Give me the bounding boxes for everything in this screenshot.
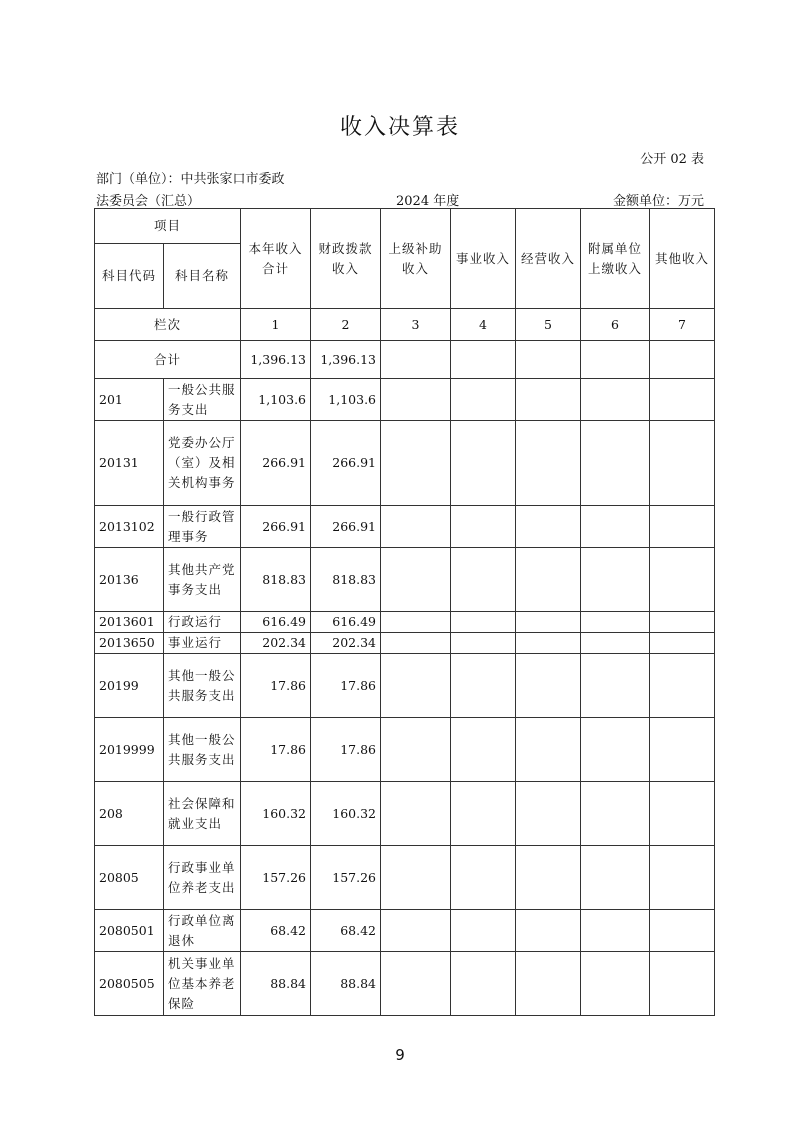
header-name: 科目名称 xyxy=(164,244,241,309)
amount-unit: 金额单位：万元 xyxy=(612,194,704,209)
total-fiscal-value: 1,396.13 xyxy=(311,341,381,379)
column-number: 6 xyxy=(581,309,650,341)
table-row xyxy=(95,654,715,718)
header-row-1 xyxy=(95,209,715,244)
subject-code: 20131 xyxy=(95,421,164,506)
column-number: 1 xyxy=(241,309,311,341)
row-fiscal-income: 88.84 xyxy=(311,952,381,1016)
subject-code: 20805 xyxy=(95,846,164,910)
column-number: 2 xyxy=(311,309,381,341)
subject-name: 党委办公厅（室）及相关机构事务 xyxy=(164,421,241,506)
row-fiscal-income: 266.91 xyxy=(311,421,381,506)
header-superior-subsidy: 上级补助收入 xyxy=(381,209,451,309)
table-row xyxy=(95,612,715,633)
table-row xyxy=(95,718,715,782)
subject-code: 2080505 xyxy=(95,952,164,1016)
total-row xyxy=(95,341,715,379)
header-total-income: 本年收入合计 xyxy=(241,209,311,309)
subject-code: 208 xyxy=(95,782,164,846)
subject-code: 2013601 xyxy=(95,612,164,633)
subject-name: 一般公共服务支出 xyxy=(164,379,241,421)
table-row xyxy=(95,910,715,952)
column-number: 4 xyxy=(451,309,516,341)
row-total-income: 157.26 xyxy=(241,846,311,910)
subject-name: 行政单位离退休 xyxy=(164,910,241,952)
column-number: 3 xyxy=(381,309,451,341)
page-title: 收入决算表 xyxy=(339,115,460,140)
table-row xyxy=(95,421,715,506)
department-label-line2: 法委员会（汇总） xyxy=(96,194,201,209)
form-number: 公开 02 表 xyxy=(640,152,704,167)
page-number: 9 xyxy=(395,1046,405,1064)
row-fiscal-income: 818.83 xyxy=(311,548,381,612)
header-other-income: 其他收入 xyxy=(650,209,715,309)
row-total-income: 17.86 xyxy=(241,654,311,718)
row-total-income: 160.32 xyxy=(241,782,311,846)
table-row xyxy=(95,548,715,612)
table-row xyxy=(95,506,715,548)
subject-code: 201 xyxy=(95,379,164,421)
header-code: 科目代码 xyxy=(95,244,164,309)
row-fiscal-income: 157.26 xyxy=(311,846,381,910)
row-total-income: 68.42 xyxy=(241,910,311,952)
table-row xyxy=(95,782,715,846)
header-item: 项目 xyxy=(95,209,241,244)
row-fiscal-income: 1,103.6 xyxy=(311,379,381,421)
row-fiscal-income: 160.32 xyxy=(311,782,381,846)
table-row xyxy=(95,379,715,421)
subject-name: 机关事业单位基本养老保险 xyxy=(164,952,241,1016)
row-fiscal-income: 68.42 xyxy=(311,910,381,952)
table-row xyxy=(95,952,715,1016)
subject-name: 社会保障和就业支出 xyxy=(164,782,241,846)
subject-code: 2013102 xyxy=(95,506,164,548)
department-label-line1: 部门（单位）：中共张家口市委政 xyxy=(96,172,285,187)
row-total-income: 1,103.6 xyxy=(241,379,311,421)
header-affiliated-income: 附属单位上缴收入 xyxy=(581,209,650,309)
column-number: 7 xyxy=(650,309,715,341)
subject-code: 20136 xyxy=(95,548,164,612)
header-fiscal-income: 财政拨款收入 xyxy=(311,209,381,309)
column-number: 5 xyxy=(516,309,581,341)
total-label: 合计 xyxy=(95,341,241,379)
table-row xyxy=(95,633,715,654)
subject-code: 2080501 xyxy=(95,910,164,952)
column-index-label: 栏次 xyxy=(95,309,241,341)
subject-name: 其他一般公共服务支出 xyxy=(164,718,241,782)
row-total-income: 266.91 xyxy=(241,506,311,548)
total-income-value: 1,396.13 xyxy=(241,341,311,379)
subject-code: 20199 xyxy=(95,654,164,718)
header-business-income: 事业收入 xyxy=(451,209,516,309)
subject-name: 行政运行 xyxy=(164,612,241,633)
column-index-row xyxy=(95,309,715,341)
subject-code: 2013650 xyxy=(95,633,164,654)
row-total-income: 88.84 xyxy=(241,952,311,1016)
row-fiscal-income: 17.86 xyxy=(311,718,381,782)
header-operating-income: 经营收入 xyxy=(516,209,581,309)
row-fiscal-income: 266.91 xyxy=(311,506,381,548)
row-fiscal-income: 616.49 xyxy=(311,612,381,633)
row-total-income: 266.91 xyxy=(241,421,311,506)
table-row xyxy=(95,846,715,910)
subject-name: 行政事业单位养老支出 xyxy=(164,846,241,910)
fiscal-year: 2024 年度 xyxy=(396,194,460,209)
row-fiscal-income: 202.34 xyxy=(311,633,381,654)
subject-code: 2019999 xyxy=(95,718,164,782)
income-table xyxy=(94,208,715,1016)
subject-name: 一般行政管理事务 xyxy=(164,506,241,548)
row-total-income: 202.34 xyxy=(241,633,311,654)
subject-name: 其他一般公共服务支出 xyxy=(164,654,241,718)
row-total-income: 17.86 xyxy=(241,718,311,782)
row-total-income: 616.49 xyxy=(241,612,311,633)
row-fiscal-income: 17.86 xyxy=(311,654,381,718)
row-total-income: 818.83 xyxy=(241,548,311,612)
subject-name: 其他共产党事务支出 xyxy=(164,548,241,612)
subject-name: 事业运行 xyxy=(164,633,241,654)
